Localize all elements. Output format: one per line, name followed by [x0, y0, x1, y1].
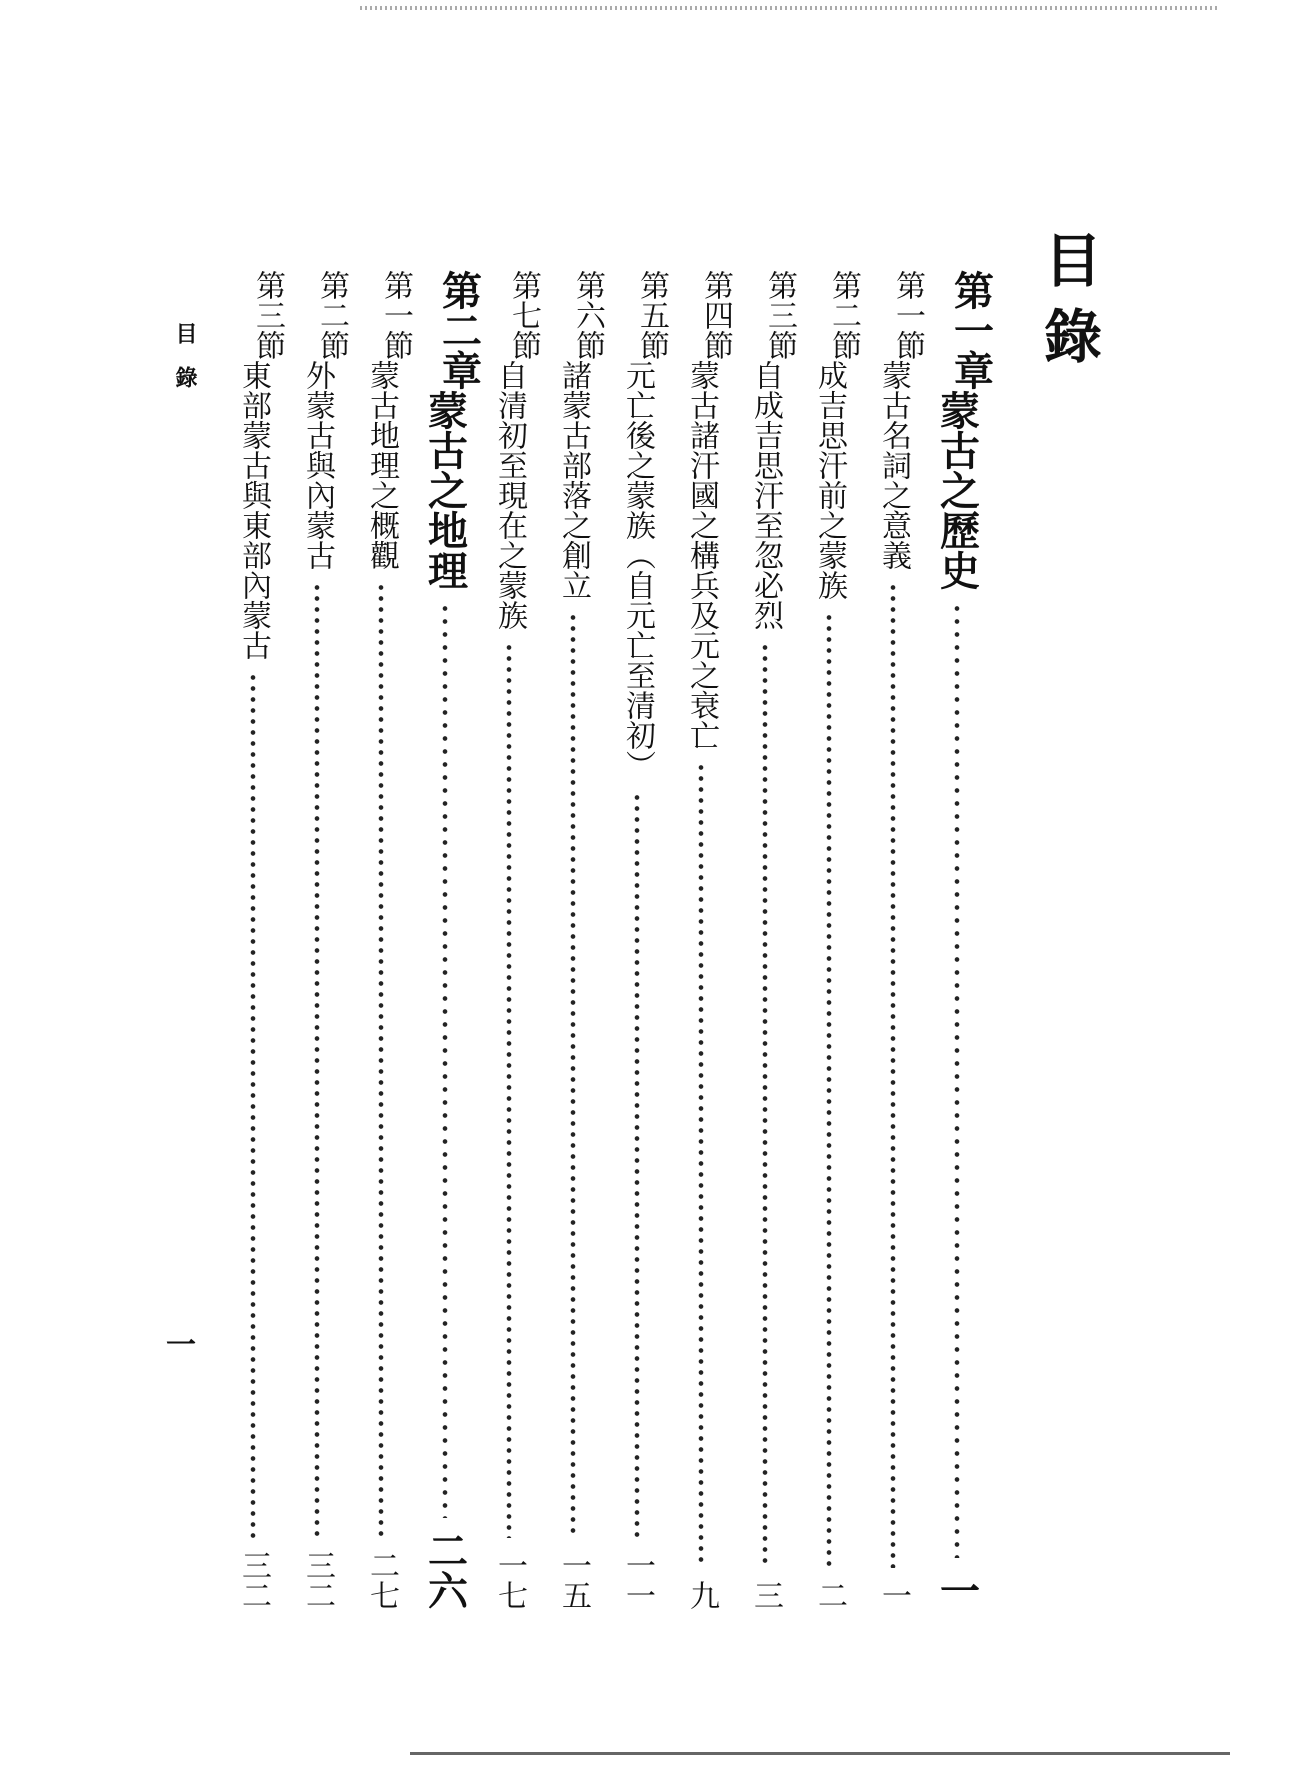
toc-entry-page: 一	[933, 1570, 981, 1610]
toc-entry[interactable]	[742, 270, 797, 1610]
scan-bottom-edge	[410, 1752, 1230, 1755]
toc-entry[interactable]	[870, 270, 925, 1610]
toc-entry-page: 九	[684, 1580, 719, 1610]
toc-entry-title: 成吉思汗前之蒙族	[812, 360, 847, 600]
dot-leader	[568, 612, 578, 1538]
dot-leader	[632, 792, 642, 1538]
toc-entry-page: 三二	[236, 1550, 271, 1610]
toc-entry-title: 外蒙古與內蒙古	[300, 360, 335, 570]
toc-entry-label: 第二節	[826, 270, 861, 360]
scan-top-edge	[360, 6, 1220, 10]
toc-entry[interactable]	[421, 270, 483, 1610]
toc-entry[interactable]	[614, 270, 669, 1610]
toc-entry-title: 蒙古之地理	[421, 390, 469, 590]
toc-entry-label: 第一節	[890, 270, 925, 360]
dot-leader	[888, 582, 898, 1568]
toc-entry-label: 第四節	[698, 270, 733, 360]
toc-entry-label: 第二章	[435, 270, 483, 390]
page-title: 目錄	[1034, 230, 1102, 382]
toc-entry-page: 二	[812, 1580, 847, 1610]
toc-entry-title: 自成吉思汗至忽必烈	[748, 360, 783, 630]
toc-entry[interactable]	[806, 270, 861, 1610]
toc-entry-page: 三	[748, 1580, 783, 1610]
toc-entry-page: 一一	[620, 1550, 655, 1610]
running-header: 目錄	[172, 322, 198, 410]
toc-entry-title: 東部蒙古與東部內蒙古	[236, 360, 271, 660]
dot-leader	[376, 582, 386, 1538]
toc-entry[interactable]	[230, 270, 285, 1610]
dot-leader	[696, 762, 706, 1568]
toc-entry-label: 第七節	[506, 270, 541, 360]
page-number: 一	[166, 1328, 196, 1363]
toc-entry-page: 一五	[556, 1550, 591, 1610]
toc-entry[interactable]	[486, 270, 541, 1610]
toc-entry-page: 二七	[364, 1550, 399, 1610]
toc-list	[230, 270, 995, 1610]
dot-leader	[438, 602, 452, 1518]
dot-leader	[824, 612, 834, 1568]
toc-entry-label: 第二節	[314, 270, 349, 360]
toc-entry[interactable]	[550, 270, 605, 1610]
toc-entry-label: 第五節	[634, 270, 669, 360]
toc-entry[interactable]	[358, 270, 413, 1610]
toc-entry-title: 蒙古地理之概觀	[364, 360, 399, 570]
toc-entry[interactable]	[678, 270, 733, 1610]
toc-entry[interactable]	[294, 270, 349, 1610]
toc-entry-label: 第三節	[250, 270, 285, 360]
toc-entry-page: 一	[876, 1580, 911, 1610]
toc-entry-title: 蒙古諸汗國之構兵及元之衰亡	[684, 360, 719, 750]
toc-entry[interactable]	[933, 270, 995, 1610]
toc-entry-label: 第一節	[378, 270, 413, 360]
toc-entry-title: 諸蒙古部落之創立	[556, 360, 591, 600]
toc-entry-title: 蒙古名詞之意義	[876, 360, 911, 570]
toc-entry-title: 自清初至現在之蒙族	[492, 360, 527, 630]
dot-leader	[248, 672, 258, 1538]
toc-entry-title: 蒙古之歷史	[933, 390, 981, 590]
toc-entry-page: 三二	[300, 1550, 335, 1610]
dot-leader	[950, 602, 964, 1558]
toc-entry-label: 第一章	[947, 270, 995, 390]
toc-entry-label: 第三節	[762, 270, 797, 360]
toc-entry-title: 元亡後之蒙族（自元亡至清初）	[620, 360, 655, 780]
dot-leader	[312, 582, 322, 1538]
toc-entry-page: 二六	[421, 1530, 469, 1610]
toc-entry-page: 一七	[492, 1550, 527, 1610]
toc-entry-label: 第六節	[570, 270, 605, 360]
dot-leader	[760, 642, 770, 1568]
dot-leader	[504, 642, 514, 1538]
